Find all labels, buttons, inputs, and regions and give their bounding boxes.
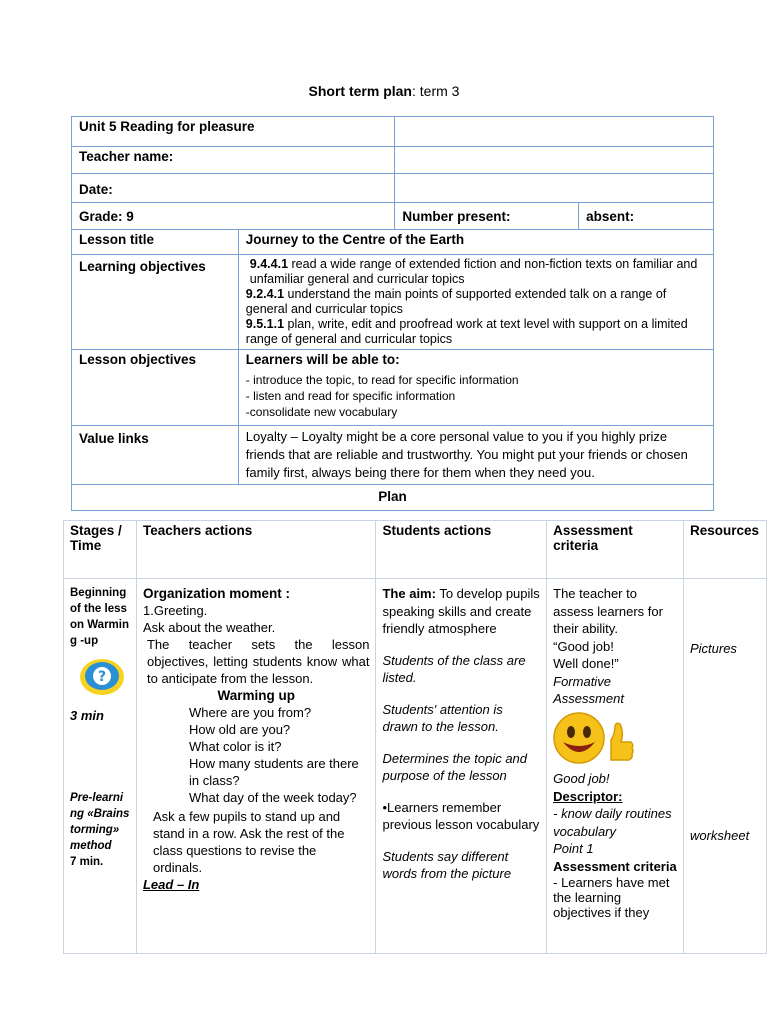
learning-objectives-value [238,255,713,350]
header-students-actions: Students actions [376,521,547,579]
value-links-text: Loyalty – Loyalty might be a core personal value to you if you highly prize friends that are reliable and trustworthy. You might put your friends or chosen family first, always being there for them when they need you. [238,426,713,485]
learners-will-heading: Learners will be able to: [245,352,400,367]
learning-objectives-label: Learning objectives [72,255,239,350]
value-links-label: Value links [72,426,239,485]
student-action-2: Students' attention is drawn to the lesson. [382,701,503,734]
svg-text:?: ? [97,669,107,685]
lead-in: Lead – In [142,877,200,892]
weather: Ask about the weather. [142,620,276,635]
resource-pictures: Pictures [689,641,737,656]
student-action-4: •Learners remember previous lesson vocabulary [382,799,540,832]
question-5: What day of the week today? [188,790,357,805]
thumbs-up-smiley-icon [553,712,635,764]
ask-pupils: Ask a few pupils to stand up and stand in a row. Ask the rest of the class questions to revise the ordinals. [152,809,345,875]
aim-text: To develop pupils speaking skills and create friendly atmosphere [382,586,540,636]
student-action-1: Students of the class are listed. [382,652,526,685]
question-4: How many students are there in class? [188,756,359,788]
lesson-objectives-label: Lesson objectives [72,350,239,426]
question-2: How old are you? [188,722,291,737]
greeting: 1.Greeting. [142,603,208,618]
aim [382,585,540,638]
unit-cell: Unit 5 Reading for pleasure [72,117,395,147]
title-rest: : term 3 [412,83,460,99]
lesson-objectives-value [238,350,713,426]
lo-3-text: plan, write, edit and proofread work at text level with support on a limited range of general and curricular topics [245,317,688,346]
grade-cell: Grade: 9 [72,203,395,230]
objective-1: - introduce the topic, to read for specific information [245,373,519,387]
lo-2-text: understand the main points of supported extended talk on a range of general and curricular topics [245,287,667,316]
lo-1-text: read a wide range of extended fiction and non-fiction texts on familiar and unfamiliar general and curricular topics [249,257,698,286]
stage-pre-learning: Pre-learning «Brainstorming» method [70,792,130,852]
assess-8: - Learners have met the learning objectives if they [553,875,670,920]
descriptor: Descriptor: [553,788,623,804]
question-3: What color is it? [188,739,282,754]
lesson-title-label [72,230,239,255]
plan-table [63,520,767,954]
lo-1-code: 9.4.4.1 [249,257,289,271]
lo-2-code: 9.2.4.1 [245,287,285,301]
question-bubble-icon [78,655,126,697]
teacher-actions-cell [136,579,376,954]
date-cell: Date: [72,174,395,203]
aim-label: The aim: [382,586,436,601]
header-stages: Stages / Time [64,521,137,579]
lo-3-code: 9.5.1.1 [245,317,285,331]
stage-cell [64,579,137,954]
teacher-name-cell: Teacher name: [72,147,395,174]
assess-6: - know daily routines vocabulary [553,806,672,839]
warming-up-heading: Warming up [217,688,295,703]
students-actions-cell [376,579,547,954]
sets-objectives: The teacher sets the lesson objectives, letting students know what to anticipate from the lesson. [146,637,370,686]
stage-time-1: 3 min [70,708,104,723]
question-1: Where are you from? [188,705,312,720]
number-present-cell: Number present: [395,203,579,230]
plan-heading: Plan [72,485,714,511]
header-resources: Resources [683,521,766,579]
stage-time-2: 7 min. [70,856,104,868]
unit-value-cell [395,117,714,147]
student-action-5: Students say different words from the picture [382,848,512,881]
lesson-title-label-text: Lesson title [79,232,155,247]
header-assessment: Assessment criteria [547,521,684,579]
assessment-criteria: Assessment criteria [553,858,677,874]
assess-4: Formative Assessment [553,673,624,706]
student-action-3: Determines the topic and purpose of the lesson [382,750,528,783]
page-title [0,83,768,99]
assess-7: Point 1 [553,841,594,856]
objective-2: - listen and read for specific information [245,389,456,403]
lo-2 [246,287,706,317]
header-teachers-actions: Teachers actions [136,521,376,579]
stage-beginning: Beginning of the lesson Warming -up [70,587,129,647]
assess-5: Good job! [553,771,610,786]
teacher-name-value-cell [395,147,714,174]
lo-1 [246,257,706,287]
org-moment: Organization moment : [142,586,290,601]
resource-worksheet: worksheet [689,828,750,843]
title-bold: Short term plan [308,83,412,99]
assess-2: “Good job! [553,638,614,654]
date-value-cell [395,174,714,203]
objective-3: -consolidate new vocabulary [245,405,398,419]
assess-1: The teacher to assess learners for their ability. [553,586,663,636]
absent-cell: absent: [579,203,714,230]
lesson-info-table [71,116,714,511]
assess-3: Well done!” [553,656,619,671]
resources-cell [683,579,766,954]
assessment-cell [547,579,684,954]
lo-3 [246,317,706,347]
lesson-title-value: Journey to the Centre of the Earth [238,230,713,255]
